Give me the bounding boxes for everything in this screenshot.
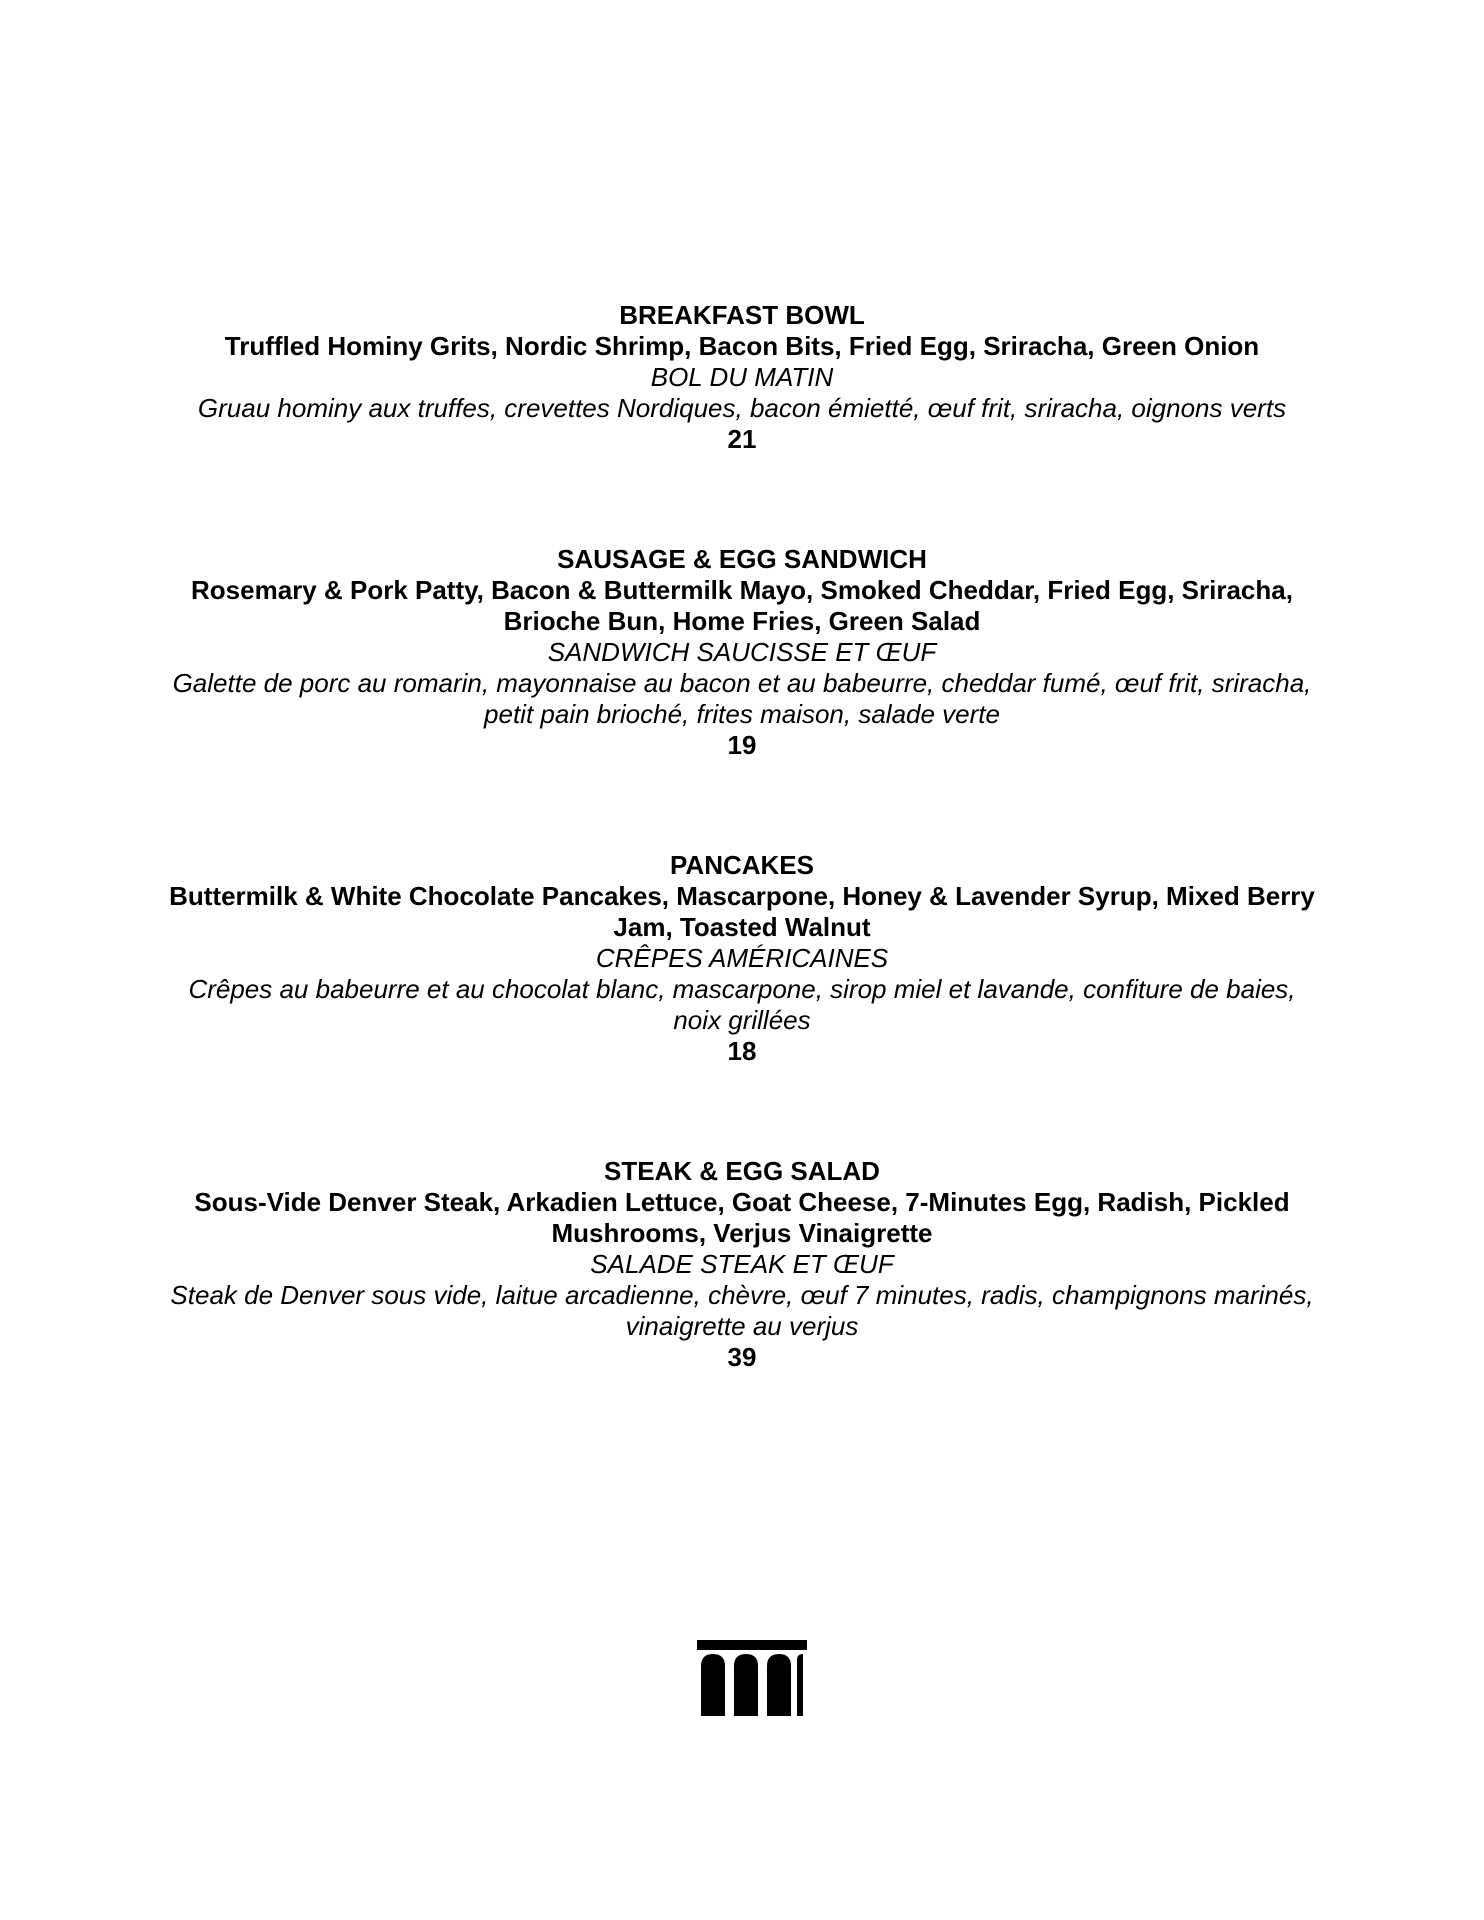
item-price: 21 bbox=[727, 424, 757, 454]
menu-item-breakfast-bowl bbox=[0, 300, 1484, 455]
item-description-en: Buttermilk & White Chocolate Pancakes, Mascarpone, Honey & Lavender Syrup, Mixed Berry Jam, Toasted Walnut bbox=[169, 881, 1315, 942]
menu-item-pancakes bbox=[0, 850, 1484, 1067]
item-title-en: STEAK & EGG SALAD bbox=[604, 1156, 880, 1186]
item-price: 18 bbox=[727, 1036, 757, 1066]
item-title-en: BREAKFAST BOWL bbox=[619, 300, 865, 330]
item-title-en: SAUSAGE & EGG SANDWICH bbox=[557, 544, 927, 574]
item-title-fr: SALADE STEAK ET ŒUF bbox=[590, 1249, 894, 1279]
item-price: 19 bbox=[727, 730, 757, 760]
arches-logo-icon bbox=[697, 1640, 807, 1716]
menu-item-steak-egg-salad bbox=[0, 1156, 1484, 1373]
item-description-en: Sous-Vide Denver Steak, Arkadien Lettuce, Goat Cheese, 7-Minutes Egg, Radish, Pickled Mushrooms, Verjus Vinaigrette bbox=[194, 1187, 1290, 1248]
item-description-fr: Crêpes au babeurre et au chocolat blanc, mascarpone, sirop miel et lavande, confiture de baies, noix grillées bbox=[188, 974, 1296, 1035]
item-title-fr: BOL DU MATIN bbox=[650, 362, 834, 392]
item-description-en: Truffled Hominy Grits, Nordic Shrimp, Bacon Bits, Fried Egg, Sriracha, Green Onion bbox=[224, 331, 1260, 361]
item-title-en: PANCAKES bbox=[670, 850, 814, 880]
item-description-fr: Gruau hominy aux truffes, crevettes Nordiques, bacon émietté, œuf frit, sriracha, oignons verts bbox=[197, 393, 1287, 423]
menu bbox=[0, 300, 1484, 1373]
item-description-fr: Steak de Denver sous vide, laitue arcadienne, chèvre, œuf 7 minutes, radis, champignons marinés, vinaigrette au verjus bbox=[170, 1280, 1314, 1341]
item-description-fr: Galette de porc au romarin, mayonnaise au bacon et au babeurre, cheddar fumé, œuf frit, sriracha, petit pain brioché, frites maison, salade verte bbox=[172, 668, 1312, 729]
item-title-fr: SANDWICH SAUCISSE ET ŒUF bbox=[547, 637, 937, 667]
item-title-fr: CRÊPES AMÉRICAINES bbox=[595, 943, 889, 973]
menu-item-sausage-egg-sandwich bbox=[0, 544, 1484, 761]
item-price: 39 bbox=[727, 1342, 757, 1372]
item-description-en: Rosemary & Pork Patty, Bacon & Buttermilk Mayo, Smoked Cheddar, Fried Egg, Sriracha, Brioche Bun, Home Fries, Green Salad bbox=[191, 575, 1293, 636]
